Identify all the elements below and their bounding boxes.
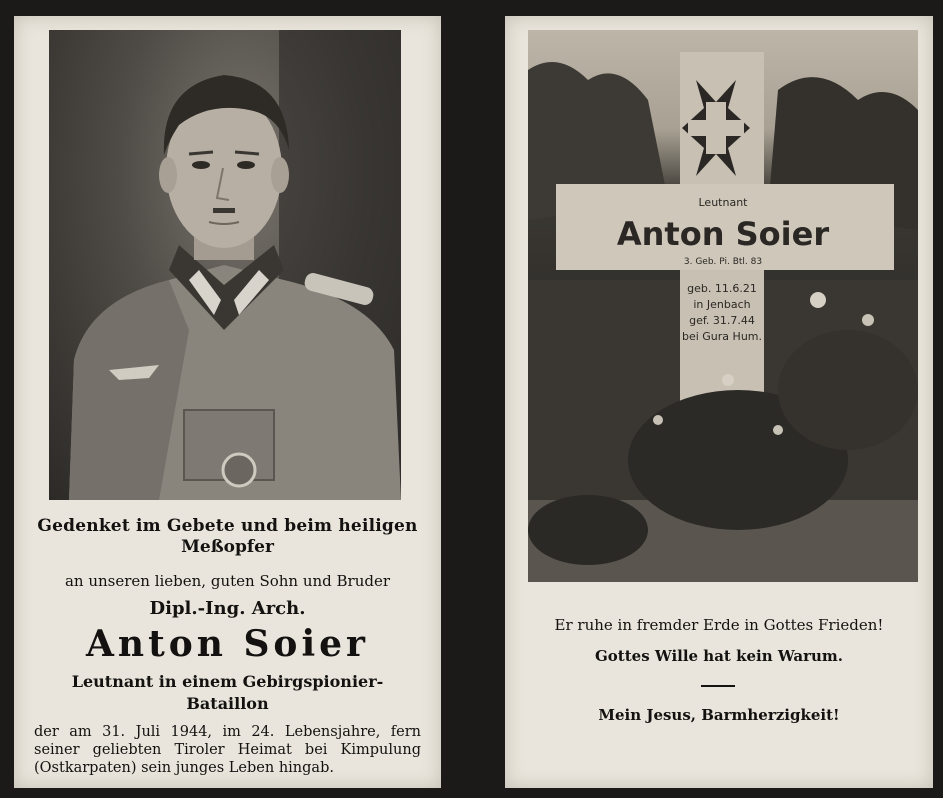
memorial-card-back	[505, 16, 933, 788]
cross-detail-3: gef. 31.7.44	[689, 314, 755, 327]
deceased-name: Anton Soier	[85, 623, 369, 665]
verse-gods-will: Gottes Wille hat kein Warum.	[594, 647, 844, 665]
verse-rest-in-peace: Er ruhe in fremder Erde in Gottes Frieden!	[554, 616, 884, 634]
grave-cross-photo	[528, 30, 918, 582]
rank-line-1: Leutnant in einem Gebirgspionier-	[71, 672, 384, 691]
cross-name-text: Anton Soier	[616, 215, 830, 253]
cross-detail-4: bei Gura Hum.	[681, 330, 763, 343]
memorial-dedication: an unseren lieben, guten Sohn und Bruder	[64, 572, 391, 590]
divider-line	[701, 685, 735, 687]
rank-line-2: Bataillon	[186, 694, 269, 713]
cross-unit-text: 3. Geb. Pi. Btl. 83	[683, 257, 763, 267]
memorial-card-front	[14, 16, 441, 788]
cross-detail-1: geb. 11.6.21	[687, 282, 757, 295]
soldier-portrait-photo	[49, 30, 401, 500]
verse-prayer: Mein Jesus, Barmherzigkeit!	[598, 706, 840, 724]
memorial-prayer-line-1: Gedenket im Gebete und beim heiligen	[37, 516, 418, 536]
academic-title: Dipl.-Ing. Arch.	[149, 598, 306, 619]
memorial-prayer-line-2: Meßopfer	[181, 537, 274, 557]
cross-rank-text: Leutnant	[698, 196, 748, 209]
cross-detail-2: in Jenbach	[693, 298, 751, 311]
death-notice-text: der am 31. Juli 1944, im 24. Lebensjahre, fern seiner geliebten Tiroler Heimat bei Kimpulung (Ostkarpaten) sein junges Leben hingab.	[34, 724, 421, 776]
